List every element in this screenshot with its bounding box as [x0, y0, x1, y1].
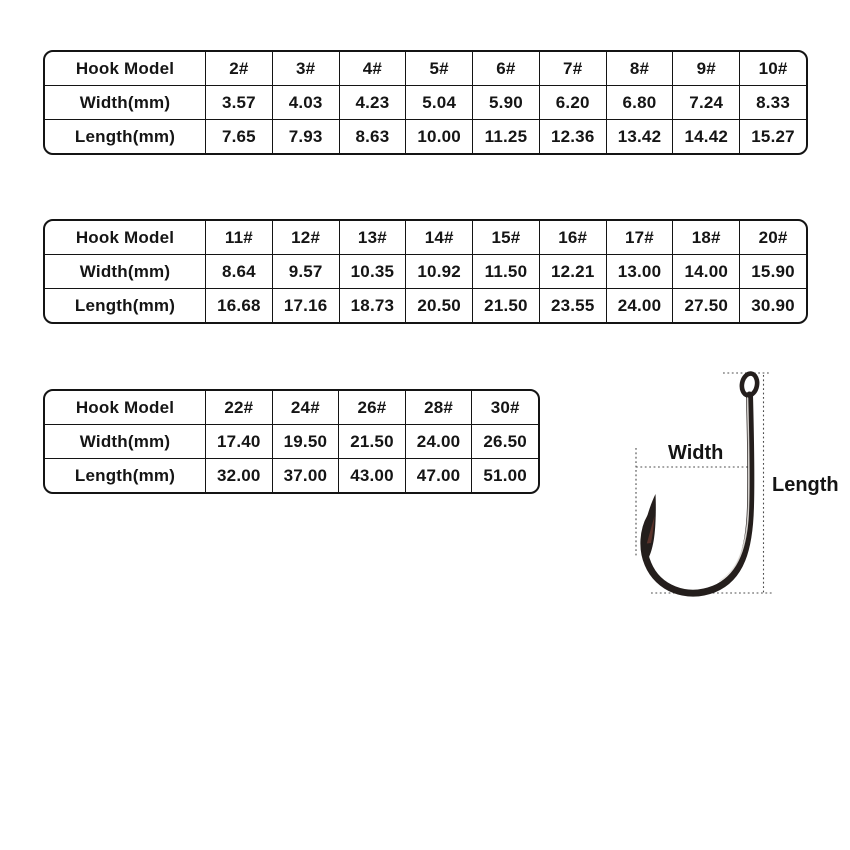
- value-cell: 5.90: [472, 85, 539, 119]
- value-cell: 11.25: [472, 119, 539, 153]
- model-cell: 20#: [739, 221, 806, 254]
- value-cell: 4.03: [272, 85, 339, 119]
- header-label-cell: Hook Model: [75, 58, 175, 78]
- value-cell: 15.27: [739, 119, 806, 153]
- table-row: [45, 52, 806, 85]
- model-cell: 9#: [672, 52, 739, 85]
- row-label-cell: Width(mm): [45, 85, 205, 119]
- table-row: [45, 254, 806, 288]
- value-cell: 7.24: [672, 85, 739, 119]
- table-row: [45, 458, 538, 492]
- value-cell: 43.00: [338, 458, 405, 492]
- model-cell: 17#: [606, 221, 673, 254]
- value-cell: 47.00: [405, 458, 472, 492]
- table-row: [45, 119, 806, 153]
- model-cell: 5#: [405, 52, 472, 85]
- value-cell: 26.50: [471, 424, 538, 458]
- value-cell: 10.92: [405, 254, 472, 288]
- value-cell: 7.65: [205, 119, 272, 153]
- model-cell: 4#: [339, 52, 406, 85]
- model-cell: 16#: [539, 221, 606, 254]
- value-cell: 8.33: [739, 85, 806, 119]
- value-cell: 12.36: [539, 119, 606, 153]
- table-row: [45, 424, 538, 458]
- model-cell: 3#: [272, 52, 339, 85]
- value-cell: 10.35: [339, 254, 406, 288]
- value-cell: 10.00: [405, 119, 472, 153]
- value-cell: 17.40: [205, 424, 272, 458]
- value-cell: 23.55: [539, 288, 606, 322]
- model-cell: 14#: [405, 221, 472, 254]
- model-cell: 15#: [472, 221, 539, 254]
- value-cell: 4.23: [339, 85, 406, 119]
- value-cell: 14.00: [672, 254, 739, 288]
- model-cell: 26#: [338, 391, 405, 424]
- value-cell: 8.63: [339, 119, 406, 153]
- width-dimension-label: Width: [668, 442, 724, 464]
- value-cell: 24.00: [606, 288, 673, 322]
- row-label-cell: Length(mm): [45, 288, 205, 322]
- model-cell: 8#: [606, 52, 673, 85]
- value-cell: 13.00: [606, 254, 673, 288]
- model-cell: 13#: [339, 221, 406, 254]
- table-row: [45, 85, 806, 119]
- value-cell: 7.93: [272, 119, 339, 153]
- model-cell: 12#: [272, 221, 339, 254]
- value-cell: 27.50: [672, 288, 739, 322]
- value-cell: 20.50: [405, 288, 472, 322]
- model-cell: 24#: [272, 391, 339, 424]
- row-label-cell: Length(mm): [45, 458, 205, 492]
- length-dimension-label: Length: [772, 474, 839, 496]
- hook-size-table-11-20: [43, 219, 808, 324]
- model-cell: 28#: [405, 391, 472, 424]
- value-cell: 16.68: [205, 288, 272, 322]
- value-cell: 9.57: [272, 254, 339, 288]
- model-cell: 6#: [472, 52, 539, 85]
- value-cell: 14.42: [672, 119, 739, 153]
- value-cell: 17.16: [272, 288, 339, 322]
- fishing-hook: [642, 372, 759, 593]
- table-row: [45, 288, 806, 322]
- value-cell: 21.50: [338, 424, 405, 458]
- row-label-cell: Length(mm): [45, 119, 205, 153]
- value-cell: 21.50: [472, 288, 539, 322]
- value-cell: 32.00: [205, 458, 272, 492]
- model-cell: 11#: [205, 221, 272, 254]
- value-cell: 15.90: [739, 254, 806, 288]
- model-cell: 18#: [672, 221, 739, 254]
- header-label-cell: Hook Model: [75, 227, 175, 247]
- model-cell: 30#: [471, 391, 538, 424]
- value-cell: 24.00: [405, 424, 472, 458]
- table-row: [45, 391, 538, 424]
- model-cell: 10#: [739, 52, 806, 85]
- value-cell: 19.50: [272, 424, 339, 458]
- model-cell: 22#: [205, 391, 272, 424]
- hook-measurement-diagram: [600, 355, 850, 615]
- header-label-cell: Hook Model: [75, 397, 175, 417]
- value-cell: 37.00: [272, 458, 339, 492]
- value-cell: 3.57: [205, 85, 272, 119]
- value-cell: 5.04: [405, 85, 472, 119]
- model-cell: 2#: [205, 52, 272, 85]
- value-cell: 30.90: [739, 288, 806, 322]
- hook-size-table-22-30: [43, 389, 540, 494]
- hook-size-table-2-10: [43, 50, 808, 155]
- hook-wire: [644, 395, 751, 593]
- value-cell: 11.50: [472, 254, 539, 288]
- value-cell: 8.64: [205, 254, 272, 288]
- row-label-cell: Width(mm): [45, 424, 205, 458]
- value-cell: 18.73: [339, 288, 406, 322]
- value-cell: 51.00: [471, 458, 538, 492]
- row-label-cell: Width(mm): [45, 254, 205, 288]
- table-row: [45, 221, 806, 254]
- model-cell: 7#: [539, 52, 606, 85]
- value-cell: 6.20: [539, 85, 606, 119]
- value-cell: 6.80: [606, 85, 673, 119]
- value-cell: 12.21: [539, 254, 606, 288]
- value-cell: 13.42: [606, 119, 673, 153]
